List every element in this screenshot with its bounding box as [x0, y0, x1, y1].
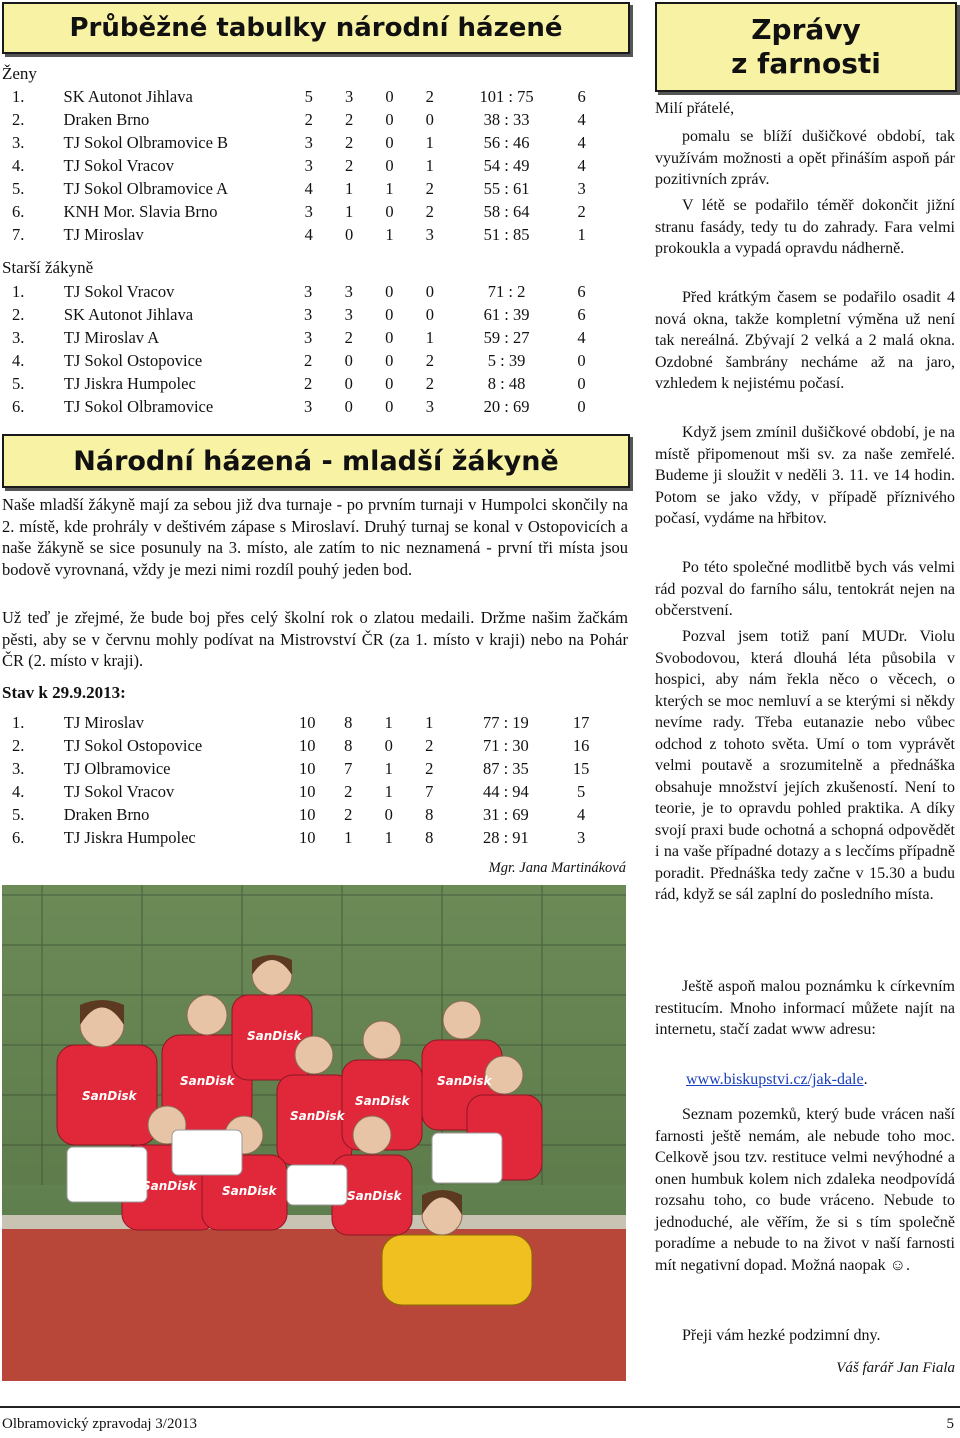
score-cell: 8 : 48	[487, 374, 526, 393]
standings-row	[0, 372, 600, 395]
losses-cell: 2	[425, 759, 434, 778]
wins-cell: 1	[344, 828, 353, 847]
played-cell: 10	[299, 805, 316, 824]
rank-cell: 1.	[12, 713, 25, 732]
standings-row	[0, 200, 600, 223]
standings-row	[0, 711, 600, 734]
played-cell: 3	[304, 156, 313, 175]
team-cell: SK Autonot Jihlava	[63, 87, 193, 106]
draws-cell: 0	[385, 87, 394, 106]
losses-cell: 8	[425, 805, 434, 824]
draws-cell: 0	[385, 202, 394, 221]
wins-cell: 2	[344, 156, 354, 175]
rank-cell: 6.	[12, 828, 25, 847]
women-table	[0, 85, 600, 246]
played-cell: 3	[304, 282, 313, 301]
score-cell: 54 : 49	[483, 156, 530, 175]
score-cell: 71 : 30	[482, 736, 529, 755]
wins-cell: 2	[344, 110, 354, 129]
rank-cell: 4.	[12, 156, 25, 175]
played-cell: 10	[299, 713, 316, 732]
standings-row	[0, 131, 600, 154]
rank-cell: 1.	[12, 282, 25, 301]
rank-cell: 6.	[12, 397, 25, 416]
draws-cell: 0	[385, 328, 394, 347]
played-cell: 10	[299, 736, 316, 755]
score-cell: 55 : 61	[483, 179, 530, 198]
youth-title-banner	[2, 434, 630, 488]
score-cell: 77 : 19	[482, 713, 529, 732]
rank-cell: 6.	[12, 202, 25, 221]
older-girls-label: Starší žákyně	[2, 258, 94, 277]
points-cell: 16	[572, 736, 590, 755]
score-cell: 56 : 46	[483, 133, 530, 152]
played-cell: 2	[304, 351, 313, 370]
youth-title: Národní házená - mladší žákyně	[73, 445, 559, 477]
team-cell: TJ Miroslav	[63, 225, 144, 244]
jersey-logo: SanDisk	[222, 1184, 277, 1198]
losses-cell: 1	[425, 133, 434, 152]
standings-date-heading: Stav k 29.9.2013:	[2, 683, 126, 702]
parish-news-title-line-1: Zprávy	[751, 13, 861, 46]
jersey-logo: SanDisk	[437, 1074, 492, 1088]
news-signature: Váš farář Jan Fiala	[836, 1360, 955, 1376]
team-cell: TJ Sokol Olbramovice	[63, 397, 214, 416]
news-paragraph-4: Když jsem zmínil dušičkové období, je na místě připomenout mši sv. za naše zemřelé. Budeme ji sloužit v neděli 3. 11. ve 14 hodin. Potom se jako vždy, v případě příznivého počasí, vydáme na hřbitov.	[655, 424, 955, 527]
points-cell: 6	[577, 282, 586, 301]
wins-cell: 7	[344, 759, 353, 778]
wins-cell: 2	[344, 805, 353, 824]
played-cell: 3	[304, 202, 313, 221]
standings-row	[0, 734, 600, 757]
wins-cell: 8	[344, 713, 353, 732]
points-cell: 3	[577, 828, 586, 847]
score-cell: 28 : 91	[482, 828, 529, 847]
footer-publication: Olbramovický zpravodaj 3/2013	[2, 1416, 197, 1432]
losses-cell: 2	[425, 87, 434, 106]
points-cell: 0	[577, 374, 586, 393]
news-link-line	[655, 1069, 955, 1091]
news-paragraph-2: V létě se podařilo téměř dokončit jižní stranu fasády, tedy tu do zahrady. Fara velmi prokoukla a vypadá opravdu nádherně.	[655, 197, 955, 257]
points-cell: 6	[577, 305, 586, 324]
news-paragraph-5: Po této společné modlitbě bych vás velmi rád pozval do farního sálu, tentokrát nejen na občerstvení.	[655, 559, 955, 619]
losses-cell: 7	[425, 782, 434, 801]
team-cell: TJ Sokol Olbramovice B	[63, 133, 229, 152]
draws-cell: 0	[385, 397, 394, 416]
news-paragraph-1: pomalu se blíží dušičkové období, tak využívám možnosti a opět přináším aspoň pár pozitivních zpráv.	[655, 128, 955, 188]
points-cell: 2	[577, 202, 586, 221]
wins-cell: 2	[344, 782, 353, 801]
team-cell: TJ Sokol Vracov	[63, 156, 175, 175]
jersey-logo: SanDisk	[180, 1074, 235, 1088]
wins-cell: 1	[344, 179, 354, 198]
rank-cell: 3.	[12, 759, 25, 778]
losses-cell: 2	[425, 374, 434, 393]
played-cell: 5	[304, 87, 313, 106]
played-cell: 2	[304, 374, 313, 393]
draws-cell: 0	[384, 805, 393, 824]
biskupstvi-link[interactable]: www.biskupstvi.cz/jak-dale	[686, 1071, 864, 1088]
rank-cell: 4.	[12, 351, 25, 370]
losses-cell: 1	[425, 713, 434, 732]
jersey-logo: SanDisk	[347, 1189, 402, 1203]
standings-row	[0, 757, 600, 780]
standings-row	[0, 154, 600, 177]
rank-cell: 7.	[12, 225, 25, 244]
jersey-logo: SanDisk	[355, 1094, 410, 1108]
rank-cell: 5.	[12, 374, 25, 393]
standings-title-banner	[2, 2, 630, 54]
news-paragraph-9: Přeji vám hezké podzimní dny.	[682, 1327, 881, 1344]
wins-cell: 3	[344, 282, 353, 301]
jersey-logo: SanDisk	[82, 1089, 137, 1103]
losses-cell: 3	[425, 225, 434, 244]
news-paragraph-7: Ještě aspoň malou poznámku k církevním restitucím. Mnoho informací můžete najít na internetu, stačí zadat www adresu:	[655, 978, 955, 1038]
losses-cell: 2	[425, 202, 434, 221]
standings-row	[0, 826, 600, 849]
draws-cell: 0	[385, 305, 394, 324]
news-paragraph-6: Pozval jsem totiž paní MUDr. Violu Svobodovou, která dlouhá léta působila v hospici, aby nám řekla něco o věcech, o kterých se moc nemluví a se kterými si někdy nevíme rady. Třeba eutanazie nebo vůbec odchod z tohoto světa. Umí o tom vyprávět velmi poutavě a srozumitelně a přednáška obsahuje množství jejích zkušeností. Není to teorie, je to opravdu pohled praktika. A díky svojí praxi bude ochotná a schopná odpovědět i na vaše případné dotazy a s lecčíms případně poradit. Přednáška tedy začne v 15.30 a budu rád, když se sál zaplní do posledního místa.	[655, 628, 955, 903]
standings-title: Průběžné tabulky národní házené	[69, 13, 563, 43]
jersey-logo: SanDisk	[290, 1109, 345, 1123]
youth-paragraph-2: Už teď je zřejmé, že bude boj přes celý školní rok o zlatou medaili. Držme našim žačkám pěsti, aby se v červnu mohly podívat na Mistrovství ČR (za 1. místo v kraji) nebo na Pohár ČR (2. místo v kraji).	[2, 608, 628, 670]
points-cell: 5	[577, 782, 586, 801]
draws-cell: 0	[385, 156, 394, 175]
youth-article-signature: Mgr. Jana Martináková	[488, 860, 626, 876]
wins-cell: 2	[344, 328, 353, 347]
losses-cell: 2	[425, 179, 434, 198]
footer-divider	[0, 1406, 960, 1408]
youth-paragraph-1: Naše mladší žákyně mají za sebou již dva turnaje - po prvním turnaji v Humpolci skončily na 2. místě, kde prohrály v deštivém zápase s Miroslaví. Druhý turnaj se konal v Ostopovicích a naše žákyně se sice posunuly na 3. místo, ale zatím to nic neznamená - první tři místa jsou bodově vyrovnaná, vždy je mezi nimi rozdíl pouhý jeden bod.	[2, 495, 628, 579]
wins-cell: 0	[344, 374, 353, 393]
rank-cell: 1.	[12, 87, 25, 106]
standings-row	[0, 108, 600, 131]
points-cell: 4	[577, 110, 586, 129]
played-cell: 10	[299, 828, 316, 847]
team-cell: SK Autonot Jihlava	[63, 305, 194, 324]
played-cell: 4	[304, 179, 313, 198]
team-photo-illustration	[2, 885, 626, 1381]
played-cell: 3	[304, 328, 313, 347]
score-cell: 59 : 27	[483, 328, 530, 347]
wins-cell: 2	[344, 133, 354, 152]
losses-cell: 3	[425, 397, 434, 416]
score-cell: 5 : 39	[487, 351, 526, 370]
team-photo	[2, 885, 626, 1381]
rank-cell: 5.	[12, 179, 25, 198]
rank-cell: 2.	[12, 305, 25, 324]
draws-cell: 1	[384, 782, 393, 801]
team-cell: TJ Olbramovice	[63, 759, 171, 778]
wins-cell: 1	[344, 202, 354, 221]
points-cell: 4	[577, 805, 586, 824]
team-cell: KNH Mor. Slavia Brno	[63, 202, 218, 221]
standings-row	[0, 780, 600, 803]
points-cell: 1	[577, 225, 586, 244]
standings-row	[0, 280, 600, 303]
standings-row	[0, 303, 600, 326]
rank-cell: 3.	[12, 133, 25, 152]
wins-cell: 3	[344, 305, 353, 324]
standings-row	[0, 803, 600, 826]
draws-cell: 1	[385, 179, 394, 198]
draws-cell: 1	[384, 713, 393, 732]
points-cell: 4	[577, 328, 586, 347]
draws-cell: 1	[385, 225, 394, 244]
rank-cell: 3.	[12, 328, 25, 347]
score-cell: 20 : 69	[483, 397, 530, 416]
points-cell: 0	[577, 351, 586, 370]
team-cell: TJ Sokol Olbramovice A	[63, 179, 229, 198]
footer-page-number: 5	[946, 1416, 954, 1432]
played-cell: 10	[299, 759, 316, 778]
losses-cell: 2	[425, 351, 434, 370]
points-cell: 15	[572, 759, 590, 778]
wins-cell: 0	[344, 397, 353, 416]
team-cell: TJ Sokol Ostopovice	[63, 351, 203, 370]
score-cell: 87 : 35	[482, 759, 529, 778]
wins-cell: 8	[344, 736, 353, 755]
draws-cell: 1	[384, 828, 393, 847]
standings-row	[0, 349, 600, 372]
points-cell: 4	[577, 133, 586, 152]
wins-cell: 0	[344, 351, 353, 370]
points-cell: 3	[577, 179, 586, 198]
rank-cell: 2.	[12, 736, 25, 755]
played-cell: 4	[304, 225, 313, 244]
wins-cell: 0	[344, 225, 354, 244]
parish-news-banner	[655, 2, 957, 92]
draws-cell: 0	[385, 374, 394, 393]
played-cell: 3	[304, 133, 313, 152]
score-cell: 58 : 64	[483, 202, 530, 221]
jersey-logo: SanDisk	[247, 1029, 302, 1043]
score-cell: 44 : 94	[482, 782, 529, 801]
rank-cell: 4.	[12, 782, 25, 801]
score-cell: 31 : 69	[482, 805, 529, 824]
played-cell: 3	[304, 397, 313, 416]
news-paragraph-8: Seznam pozemků, který bude vrácen naší farnosti ještě nemám, ale nebude toho moc. Celkově jsou tzv. restituce velmi nevýhodné a onen humbuk kolem nich zdaleka neodpovídá rozsahu toho, co bude vráceno. Nebude to jednoduché, ale věřím, že si s tím společně poradíme a nebude to na život v naší farnosti mít negativní dopad. Možná naopak ☺.	[655, 1106, 955, 1274]
losses-cell: 0	[425, 282, 434, 301]
team-cell: Draken Brno	[63, 110, 150, 129]
points-cell: 17	[572, 713, 590, 732]
standings-row	[0, 85, 600, 108]
score-cell: 51 : 85	[483, 225, 530, 244]
points-cell: 6	[577, 87, 586, 106]
team-cell: TJ Sokol Vracov	[63, 782, 175, 801]
score-cell: 38 : 33	[483, 110, 530, 129]
score-cell: 101 : 75	[479, 87, 534, 106]
losses-cell: 8	[425, 828, 434, 847]
losses-cell: 1	[425, 156, 434, 175]
losses-cell: 0	[425, 110, 434, 129]
parish-news-title-line-2: z farnosti	[731, 47, 881, 80]
team-cell: TJ Sokol Ostopovice	[63, 736, 203, 755]
draws-cell: 0	[385, 133, 394, 152]
team-cell: TJ Jiskra Humpolec	[63, 828, 196, 847]
rank-cell: 2.	[12, 110, 25, 129]
draws-cell: 0	[385, 351, 394, 370]
team-cell: Draken Brno	[63, 805, 150, 824]
wins-cell: 3	[344, 87, 354, 106]
younger-girls-table	[0, 711, 600, 849]
standings-row	[0, 395, 600, 418]
score-cell: 61 : 39	[483, 305, 530, 324]
score-cell: 71 : 2	[487, 282, 526, 301]
losses-cell: 1	[425, 328, 434, 347]
team-cell: TJ Miroslav	[63, 713, 144, 732]
older-girls-table	[0, 280, 600, 418]
news-paragraph-3: Před krátkým časem se podařilo osadit 4 nová okna, takže kompletní výměna už není tak nereálná. Zbývají 2 velká a 2 malá okna. Ozdobné šambrány necháme až na jaro, vzhledem k nejistému počasí.	[655, 289, 955, 392]
standings-row	[0, 177, 600, 200]
losses-cell: 0	[425, 305, 434, 324]
draws-cell: 0	[384, 736, 393, 755]
draws-cell: 0	[385, 110, 394, 129]
played-cell: 3	[304, 305, 313, 324]
team-cell: TJ Jiskra Humpolec	[63, 374, 196, 393]
standings-row	[0, 326, 600, 349]
played-cell: 10	[299, 782, 316, 801]
points-cell: 0	[577, 397, 586, 416]
team-cell: TJ Sokol Vracov	[63, 282, 175, 301]
jersey-logo: SanDisk	[142, 1179, 197, 1193]
points-cell: 4	[577, 156, 586, 175]
draws-cell: 0	[385, 282, 394, 301]
women-label: Ženy	[2, 64, 37, 83]
draws-cell: 1	[384, 759, 393, 778]
played-cell: 2	[304, 110, 313, 129]
standings-row	[0, 223, 600, 246]
losses-cell: 2	[425, 736, 434, 755]
news-link-punctuation: .	[863, 1071, 868, 1088]
news-greeting: Milí přátelé,	[655, 100, 735, 117]
team-cell: TJ Miroslav A	[63, 328, 160, 347]
rank-cell: 5.	[12, 805, 25, 824]
